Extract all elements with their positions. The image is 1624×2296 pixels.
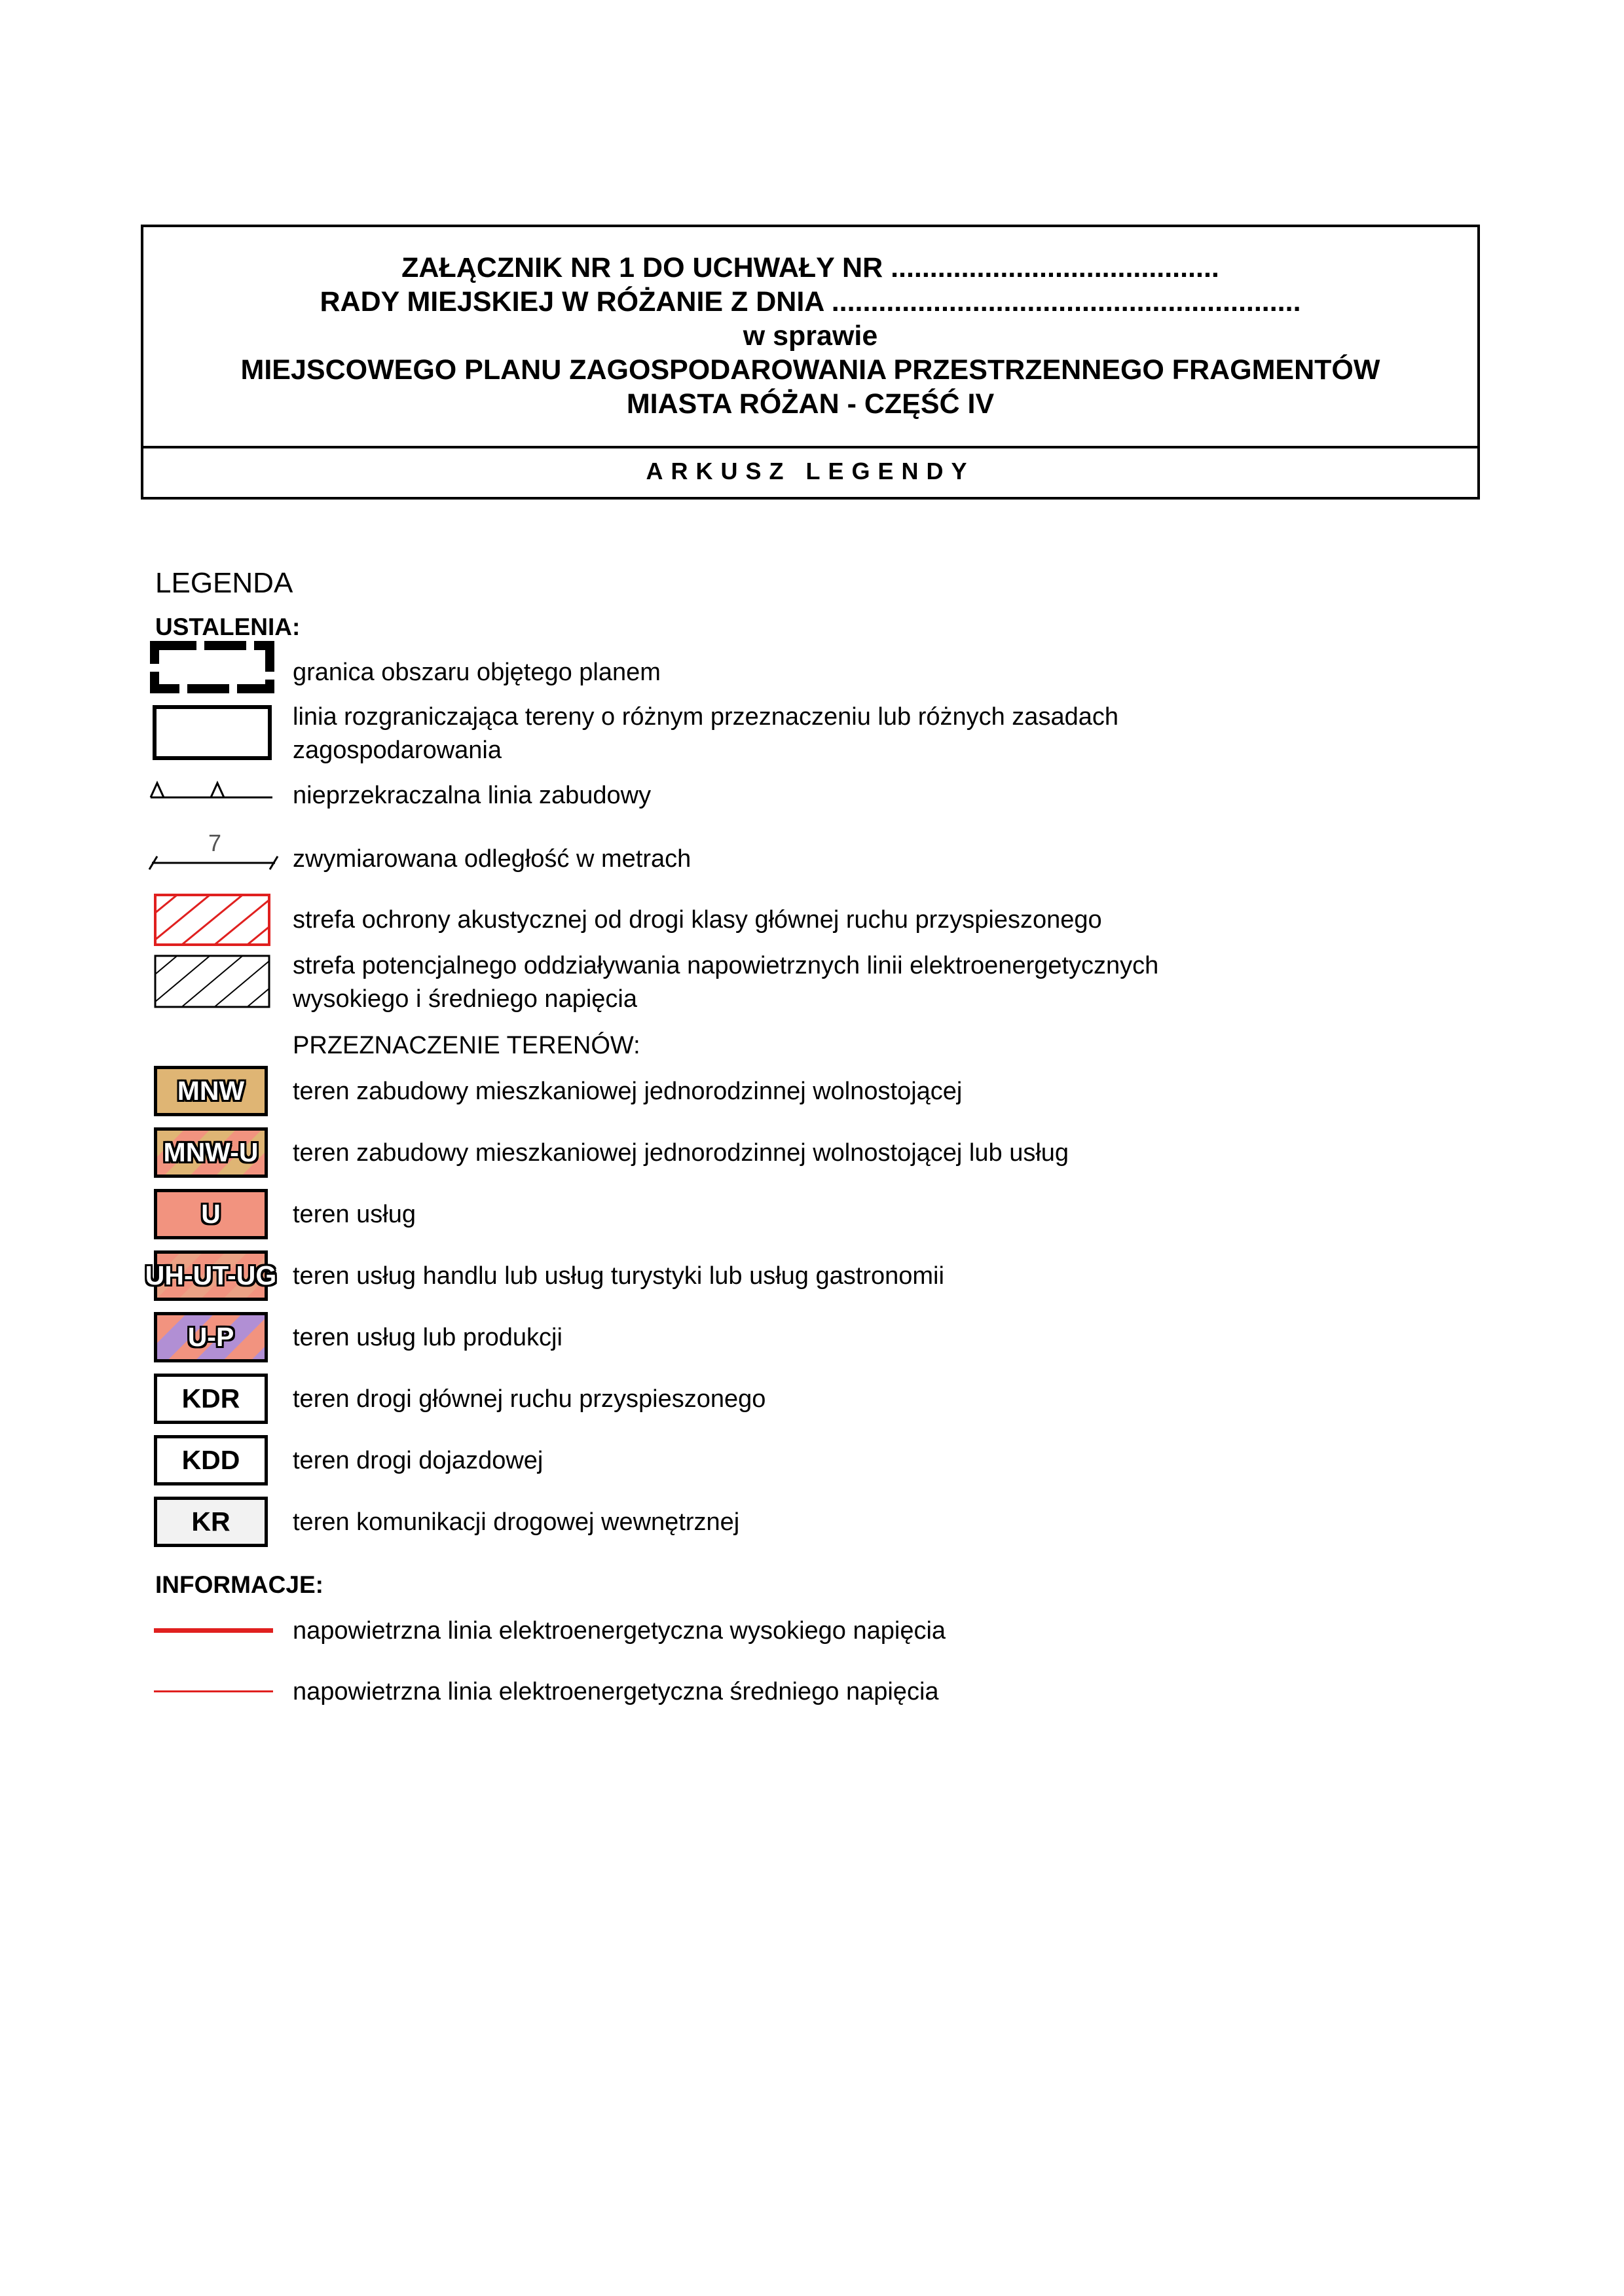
zone-label-uh-ut-ug: teren usług handlu lub usług turystyki lub usług gastronomii	[293, 1262, 944, 1290]
zone-mnw-u-symbol	[154, 1127, 268, 1178]
zone-kr-symbol	[154, 1497, 268, 1547]
dimension-value: 7	[208, 829, 222, 856]
sheet-title: ARKUSZ LEGENDY	[646, 458, 975, 484]
header-box	[141, 225, 1480, 500]
header-line-2: RADY MIEJSKIEJ W RÓŻANIE Z DNIA ............................................................	[320, 286, 1301, 318]
przeznaczenie-header: PRZEZNACZENIE TERENÓW:	[293, 1032, 640, 1059]
legend-title: LEGENDA	[155, 567, 293, 599]
zone-label-mnw-u: teren zabudowy mieszkaniowej jednorodzinnej wolnostojącej lub usług	[293, 1139, 1069, 1167]
zone-code: U	[201, 1199, 221, 1229]
zone-label-kdd: teren drogi dojazdowej	[293, 1447, 544, 1474]
zone-code: MNW	[177, 1076, 245, 1106]
zone-kdd-symbol	[154, 1435, 268, 1485]
zone-label-kr: teren komunikacji drogowej wewnętrznej	[293, 1508, 740, 1536]
zone-u-p-symbol	[154, 1312, 268, 1362]
header-title-block	[143, 227, 1477, 448]
dimension-line-symbol	[148, 829, 279, 876]
ustalenia-label-6: strefa potencjalnego oddziaływania napowietrznych linii elektroenergetycznych wysokiego i średniego napięcia	[293, 952, 1159, 1013]
zone-label-kdr: teren drogi głównej ruchu przyspieszonego	[293, 1385, 766, 1413]
zone-uh-ut-ug-symbol	[145, 1250, 277, 1301]
ustalenia-header: USTALENIA:	[155, 613, 301, 640]
zone-u-symbol	[154, 1189, 268, 1239]
high-voltage-line-symbol	[154, 1628, 273, 1633]
zone-code: UH-UT-UG	[145, 1260, 277, 1290]
acoustic-zone-symbol	[153, 893, 271, 947]
building-line-symbol	[144, 776, 275, 803]
power-line-zone-symbol	[153, 954, 271, 1009]
zone-kdr-symbol	[154, 1374, 268, 1424]
ustalenia-label-1: granica obszaru objętego planem	[293, 659, 661, 686]
zone-code: KDR	[181, 1383, 240, 1413]
plan-boundary-symbol	[149, 640, 278, 701]
medium-voltage-line-symbol	[154, 1690, 273, 1692]
zone-code: KR	[191, 1506, 231, 1537]
ustalenia-label-4: zwymiarowana odległość w metrach	[293, 845, 692, 873]
informacje-header: INFORMACJE:	[155, 1571, 323, 1598]
header-line-1: ZAŁĄCZNIK NR 1 DO UCHWAŁY NR ..........................................	[401, 252, 1219, 283]
zone-code: U-P	[187, 1322, 234, 1352]
zone-code: KDD	[181, 1445, 240, 1475]
header-line-3: w sprawie	[743, 320, 878, 352]
ustalenia-label-5: strefa ochrony akustycznej od drogi klasy głównej ruchu przyspieszonego	[293, 906, 1102, 934]
zone-label-u: teren usług	[293, 1201, 416, 1228]
informacje-label-2: napowietrzna linia elektroenergetyczna średniego napięcia	[293, 1678, 939, 1705]
informacje-label-1: napowietrzna linia elektroenergetyczna wysokiego napięcia	[293, 1617, 946, 1645]
header-line-5: MIASTA RÓŻAN - CZĘŚĆ IV	[626, 388, 995, 420]
zone-code: MNW-U	[163, 1137, 259, 1167]
ustalenia-label-3: nieprzekraczalna linia zabudowy	[293, 782, 652, 809]
ustalenia-label-2: linia rozgraniczająca tereny o różnym przeznaczeniu lub różnych zasadach zagospodarowania	[293, 703, 1118, 764]
zone-label-mnw: teren zabudowy mieszkaniowej jednorodzinnej wolnostojącej	[293, 1078, 963, 1105]
demarcation-line-symbol	[149, 703, 278, 763]
zone-label-u-p: teren usług lub produkcji	[293, 1324, 563, 1351]
header-line-4: MIEJSCOWEGO PLANU ZAGOSPODAROWANIA PRZESTRZENNEGO FRAGMENTÓW	[240, 354, 1380, 386]
zone-mnw-symbol	[154, 1066, 268, 1116]
